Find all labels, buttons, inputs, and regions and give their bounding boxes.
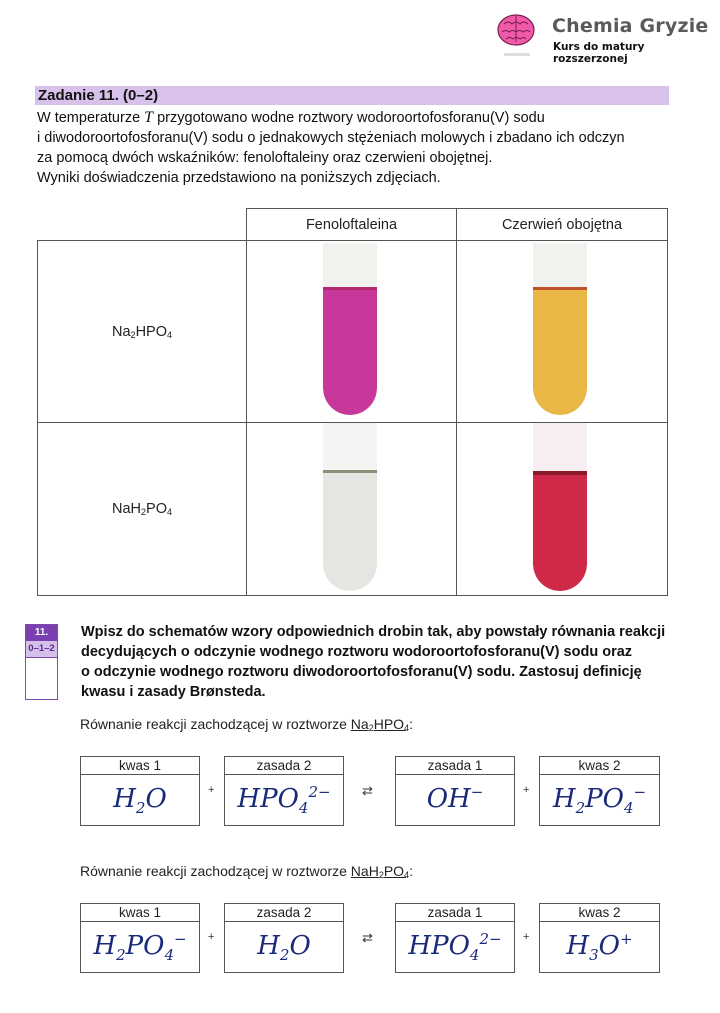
box-header: kwas 1 xyxy=(81,904,199,922)
answer-box-acid-2[interactable] xyxy=(539,903,660,973)
temperature-variable: T xyxy=(144,109,154,126)
plus-sign: + xyxy=(523,931,530,943)
answer-box-base-2[interactable] xyxy=(224,756,344,826)
instruction-line: Wpisz do schematów wzory odpowiednich drobin tak, aby powstały równania reakcji xyxy=(81,624,666,640)
intro-text: przygotowano wodne roztwory wodoroortofosforanu(V) sodu xyxy=(153,110,545,126)
handwritten-answer: $H_2PO_4^-$ xyxy=(93,930,187,964)
equilibrium-arrow-icon: ⇄ xyxy=(362,783,373,798)
answer-box-acid-1[interactable] xyxy=(80,756,200,826)
box-header: zasada 2 xyxy=(225,904,343,922)
test-tube-pink xyxy=(323,243,377,415)
table-row xyxy=(38,241,668,423)
row-label-na2hpo4: $Na_2HPO_4$ xyxy=(38,241,247,423)
box-header: kwas 2 xyxy=(540,757,659,775)
test-tube-red xyxy=(533,423,587,591)
plus-sign: + xyxy=(523,784,530,796)
box-header: kwas 1 xyxy=(81,757,199,775)
instruction-line: decydujących o odczynie wodnego roztworu wodoroortofosforanu(V) sodu oraz xyxy=(81,644,633,660)
handwritten-answer: $HPO_4^{2-}$ xyxy=(408,930,502,964)
task-header-bar xyxy=(35,86,669,105)
handwritten-answer: $H_2O$ xyxy=(113,784,167,817)
intro-line-1 xyxy=(37,108,677,128)
box-header: zasada 2 xyxy=(225,757,343,775)
photo-cell xyxy=(247,241,457,423)
task-score-badge xyxy=(25,624,58,700)
experiment-table xyxy=(37,208,668,596)
logo-shadow xyxy=(504,53,530,56)
row-label-nah2po4: $NaH_2PO_4$ xyxy=(38,423,247,596)
intro-line-4: Wyniki doświadczenia przedstawiono na poniższych zdjęciach. xyxy=(37,170,441,186)
brand-header xyxy=(496,12,720,65)
box-header: zasada 1 xyxy=(396,757,514,775)
intro-text: W temperaturze xyxy=(37,110,145,126)
handwritten-answer: $H_3O^+$ xyxy=(566,930,633,964)
photo-cell xyxy=(457,423,668,596)
test-tube-colorless xyxy=(323,423,377,591)
equilibrium-arrow-icon: ⇄ xyxy=(362,930,373,945)
answer-box-acid-2[interactable] xyxy=(539,756,660,826)
photo-cell xyxy=(247,423,457,596)
answer-box-base-1[interactable] xyxy=(395,756,515,826)
table-row xyxy=(38,423,668,596)
task-intro xyxy=(37,108,677,188)
box-header: zasada 1 xyxy=(396,904,514,922)
box-header: kwas 2 xyxy=(540,904,659,922)
answer-box-acid-1[interactable] xyxy=(80,903,200,973)
handwritten-answer: $H_2O$ xyxy=(257,931,311,964)
task-title: Zadanie 11. (0–2) xyxy=(38,87,159,104)
plus-sign: + xyxy=(208,784,215,796)
intro-line-2: i diwodoroortofosforanu(V) sodu o jednakowych stężeniach molowych i zbadano ich odczyn xyxy=(37,130,625,146)
brand-subtitle: Kurs do matury rozszerzonej xyxy=(553,41,645,65)
test-tube-yellow xyxy=(533,243,587,415)
instruction-line: o odczynie wodnego roztworu diwodoroortofosforanu(V) sodu. Zastosuj definicję xyxy=(81,664,642,680)
answer-box-base-2[interactable] xyxy=(224,903,344,973)
equation-1-label: Równanie reakcji zachodzącej w roztworze $Na_2HPO_4$: xyxy=(80,716,413,733)
handwritten-answer: $H_2PO_4^-$ xyxy=(552,783,647,817)
answer-box-base-1[interactable] xyxy=(395,903,515,973)
column-header-neutral-red: Czerwień obojętna xyxy=(457,209,668,241)
plus-sign: + xyxy=(208,931,215,943)
brain-icon xyxy=(496,12,536,48)
badge-points: 0–1–2 xyxy=(26,641,57,658)
table-corner xyxy=(38,209,247,241)
column-header-phenolphthalein: Fenoloftaleina xyxy=(247,209,457,241)
equation-2-label: Równanie reakcji zachodzącej w roztworze $NaH_2PO_4$: xyxy=(80,863,413,880)
task-instruction xyxy=(81,622,671,702)
handwritten-answer: $HPO_4^{2-}$ xyxy=(237,783,331,817)
photo-cell xyxy=(457,241,668,423)
instruction-line: kwasu i zasady Brønsteda. xyxy=(81,684,266,700)
badge-task-number: 11. xyxy=(26,625,57,641)
table-header-row xyxy=(38,209,668,241)
intro-line-3: za pomocą dwóch wskaźników: fenoloftaleiny oraz czerwieni obojętnej. xyxy=(37,150,493,166)
handwritten-answer: OH− xyxy=(426,783,484,814)
brand-title: Chemia Gryzie xyxy=(552,15,709,37)
